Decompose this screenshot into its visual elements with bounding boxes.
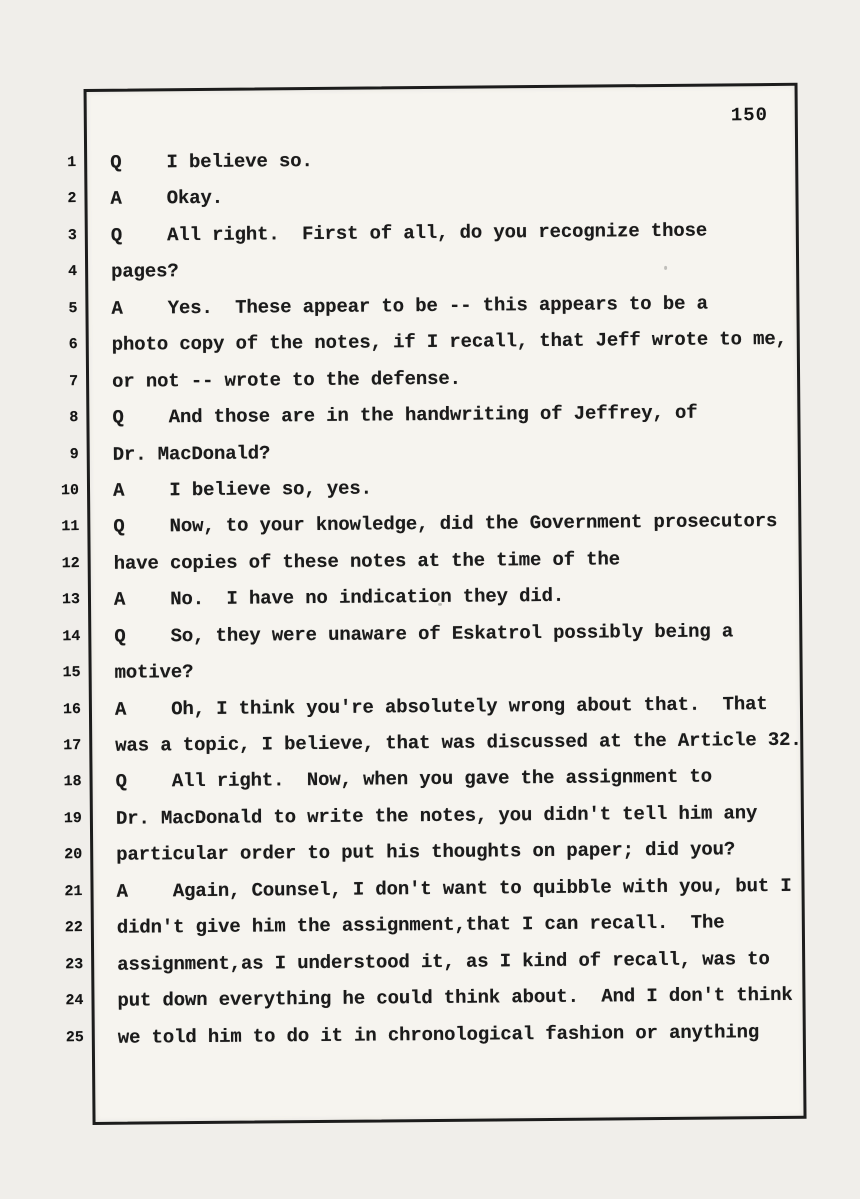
line-number: 14	[62, 627, 81, 645]
line-number: 7	[68, 372, 79, 390]
line-number: 11	[61, 518, 80, 536]
line-number: 3	[67, 226, 77, 245]
line-number: 24	[65, 992, 84, 1010]
line-number: 23	[65, 955, 84, 973]
line-number: 10	[60, 481, 80, 500]
transcript-line: didn't give him the assignment,that I can recall. The	[116, 911, 725, 939]
scan-speck	[438, 603, 442, 606]
transcript-page	[84, 83, 807, 1125]
transcript-line: A I believe so, yes.	[112, 477, 372, 502]
transcript-line: Q Now, to your knowledge, did the Government prosecutors	[113, 510, 778, 539]
transcript-line: A No. I have no indication they did.	[113, 585, 565, 612]
line-number: 8	[69, 409, 79, 427]
line-number: 15	[62, 664, 81, 682]
transcript-lines	[110, 139, 804, 1056]
page-number: 150	[730, 104, 769, 127]
line-number: 21	[64, 882, 83, 900]
transcript-line: assignment,as I understood it, as I kind of recall, was to	[117, 947, 770, 976]
line-number: 9	[69, 445, 79, 463]
transcript-line: have copies of these notes at the time of the	[113, 548, 621, 575]
transcript-line: Q All right. First of all, do you recognize those	[110, 219, 708, 247]
line-number: 6	[68, 336, 78, 354]
transcript-line: particular order to put his thoughts on paper; did you?	[116, 838, 736, 867]
line-numbers-column	[36, 145, 84, 1056]
scan-speck	[586, 957, 589, 960]
line-number: 17	[63, 737, 82, 755]
line-number: 22	[64, 919, 83, 937]
line-number: 13	[61, 591, 81, 609]
transcript-line: Dr. MacDonald?	[112, 441, 271, 466]
transcript-line: motive?	[114, 661, 194, 684]
transcript-line: Dr. MacDonald to write the notes, you didn't tell him any	[115, 802, 758, 830]
line-number: 18	[63, 773, 82, 791]
line-number: 4	[68, 263, 78, 281]
transcript-line: Q I believe so.	[110, 150, 313, 174]
line-number: 16	[62, 700, 82, 718]
transcript-line: put down everything he could think about. And I don't think	[117, 983, 793, 1012]
transcript-line: Q All right. Now, when you gave the assignment to	[115, 765, 713, 794]
transcript-line: A Oh, I think you're absolutely wrong about that. That	[114, 692, 768, 721]
transcript-line: A Again, Counsel, I don't want to quibble with you, but I	[116, 874, 792, 903]
line-number: 2	[67, 190, 77, 208]
transcript-line: A Yes. These appear to be -- this appears to be a	[111, 292, 708, 320]
transcript-line: photo copy of the notes, if I recall, that Jeff wrote to me,	[111, 328, 787, 356]
scan-speck	[664, 266, 667, 270]
line-number: 12	[61, 554, 80, 573]
line-number: 25	[65, 1028, 84, 1046]
transcript-line: Q So, they were unaware of Eskatrol possibly being a	[114, 620, 734, 648]
transcript-line: Q And those are in the handwriting of Jeffrey, of	[112, 401, 698, 429]
transcript-line: A Okay.	[110, 187, 224, 211]
transcript-line: pages?	[111, 260, 179, 284]
transcript-line: we told him to do it in chronological fashion or anything	[117, 1020, 760, 1049]
transcript-line: was a topic, I believe, that was discussed at the Article 32.	[115, 728, 802, 757]
line-number: 1	[67, 154, 77, 172]
transcript-line: or not -- wrote to the defense.	[111, 367, 461, 393]
line-number: 19	[63, 809, 82, 828]
line-number: 20	[64, 846, 83, 864]
line-number: 5	[68, 299, 78, 317]
